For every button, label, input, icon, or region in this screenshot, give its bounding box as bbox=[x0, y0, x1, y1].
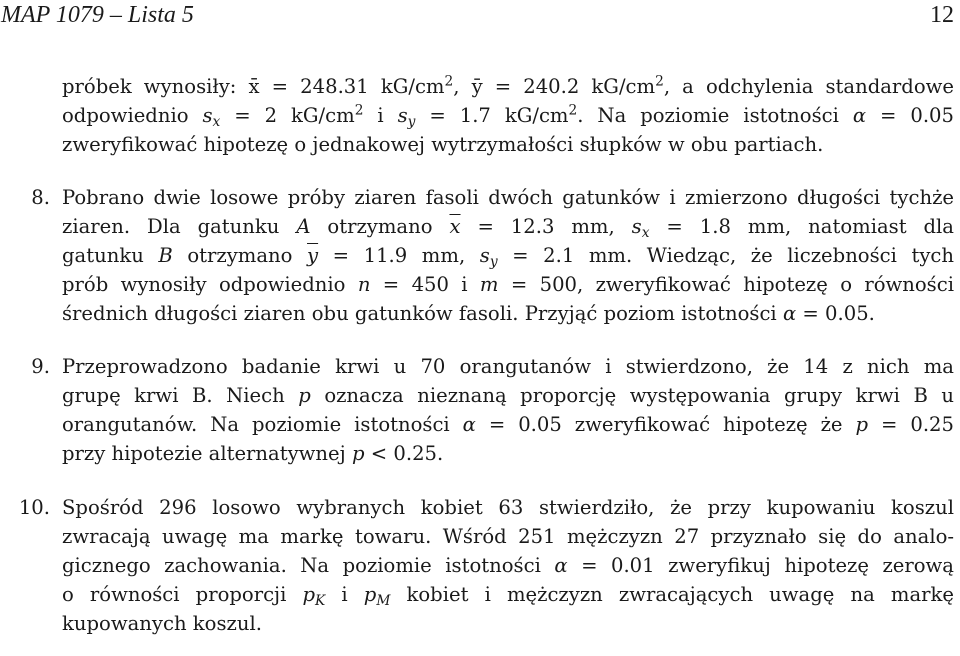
problem-8-line-5: średnich długości ziaren obu gatunków fasoli. Przyjąć poziom istotności α = 0.05. bbox=[62, 302, 875, 325]
problem-9-number: 9. bbox=[31, 355, 50, 378]
problem-8-line-1: Pobrano dwie losowe próby ziaren fasoli dwóch gatunków i zmierzono długości tychże bbox=[62, 186, 954, 209]
problem-10-number: 10. bbox=[18, 496, 50, 519]
problem-8-number: 8. bbox=[31, 186, 50, 209]
continuation-line-2: odpowiednio $s_x = 2$ $kG/cm^2$ i $s_y = 1.7$ $kG/cm^2$. Na poziomie istotności α = 0.05 bbox=[62, 102, 954, 131]
page-number: 12 bbox=[930, 2, 954, 28]
continuation-line-3: zweryfikować hipotezę o jednakowej wytrzymałości słupków w obu partiach. bbox=[62, 133, 824, 156]
problem-8-line-3: gatunku B otrzymano $\overline{y} = 11.9$ mm, $s_y = 2.1$ mm. Wiedząc, że liczebności tych bbox=[62, 244, 954, 271]
problem-9-line-2: grupę krwi B. Niech p oznacza nieznaną proporcję występowania grupy krwi B u bbox=[62, 384, 954, 407]
problem-10-line-3: gicznego zachowania. Na poziomie istotności α = 0.01 zweryfikuj hipotezę zerową bbox=[62, 554, 954, 577]
header-title: MAP 1079 – Lista 5 bbox=[1, 2, 194, 28]
continuation-line-1: próbek wynosiły: x̄ = 248.31 $kG/cm^2$, ȳ = 240.2 $kG/cm^2$, a odchylenia standardowe bbox=[62, 73, 954, 98]
problem-9-line-1: Przeprowadzono badanie krwi u 70 orangutanów i stwierdzono, że 14 z nich ma bbox=[62, 355, 954, 378]
problem-10-line-1: Spośród 296 losowo wybranych kobiet 63 stwierdziło, że przy kupowaniu koszul bbox=[62, 496, 954, 519]
problem-10-line-4: o równości proporcji $p_K$ i $p_M$ kobiet i mężczyzn zwracających uwagę na markę bbox=[62, 583, 954, 610]
problem-10-line-2: zwracają uwagę ma markę towaru. Wśród 251 mężczyzn 27 przyznało się do analo- bbox=[62, 525, 954, 548]
page-header bbox=[0, 0, 960, 36]
problem-9-line-4: przy hipotezie alternatywnej p < 0.25. bbox=[62, 442, 444, 465]
problem-9-line-3: orangutanów. Na poziomie istotności α = 0.05 zweryfikować hipotezę że p = 0.25 bbox=[62, 413, 954, 436]
problem-10-line-5: kupowanych koszul. bbox=[62, 612, 262, 635]
problem-8-line-4: prób wynosiły odpowiednio n = 450 i m = 500, zweryfikować hipotezę o równości bbox=[62, 273, 954, 296]
problem-8-line-2: ziaren. Dla gatunku A otrzymano $\overline{x} = 12.3$ mm, $s_x = 1.8$ mm, natomiast dla bbox=[62, 215, 954, 242]
